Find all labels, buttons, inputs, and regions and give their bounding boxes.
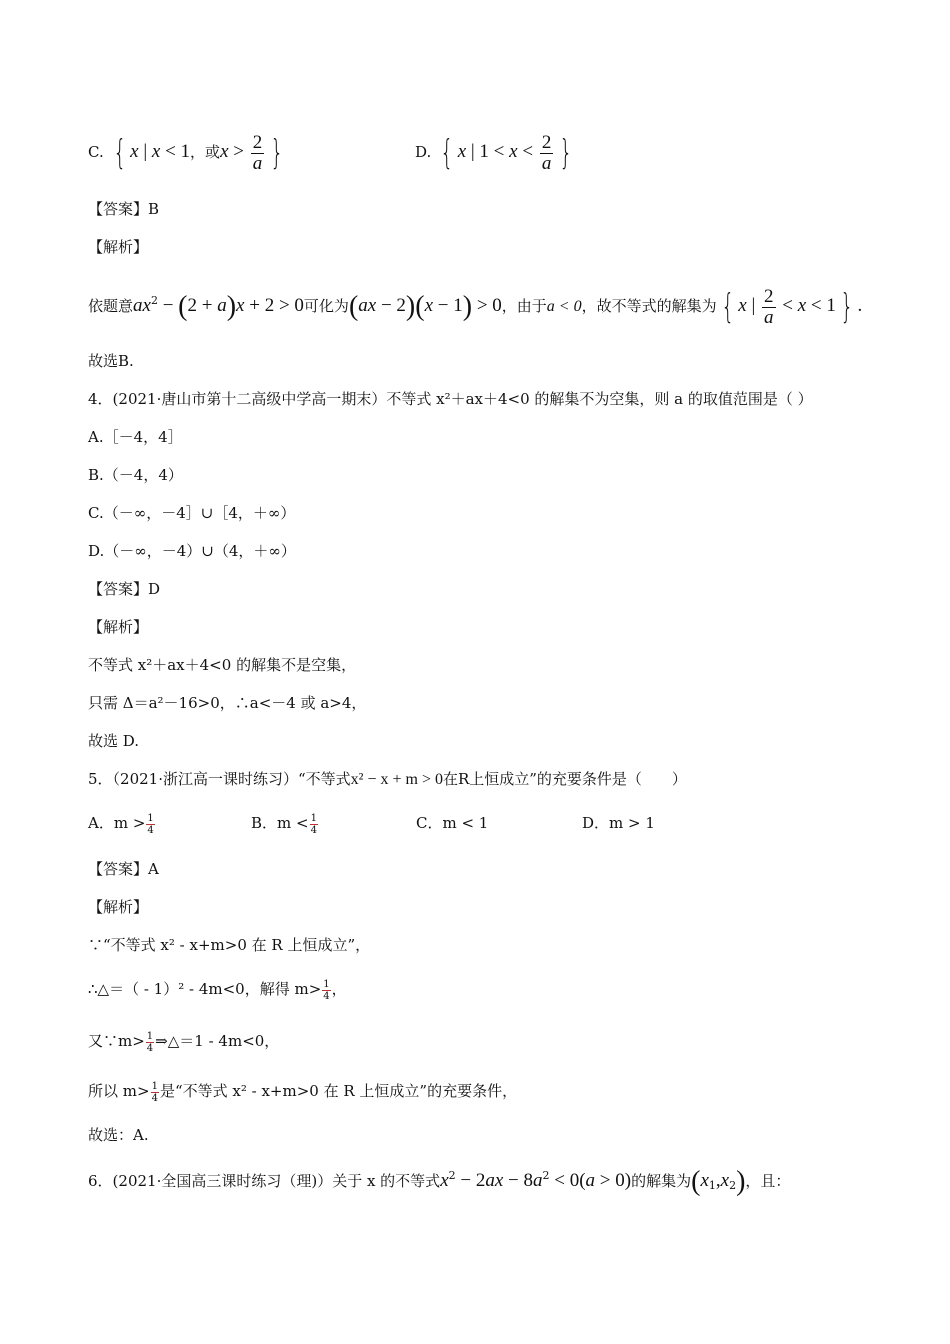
q5-stem-b: 在R上恒成立”的充要条件是（ ） xyxy=(442,770,687,788)
q3-conclusion: 故选B. xyxy=(88,352,134,370)
fraction xyxy=(322,979,330,1002)
q5-sol4-b: 是“不等式 x² - x+m>0 在 R 上恒成立”的充要条件， xyxy=(159,1082,518,1100)
fraction xyxy=(310,813,318,836)
q5-solution-4 xyxy=(88,1080,517,1104)
q6-stem-c: ，且： xyxy=(745,1172,791,1190)
q6-stem: 6．(2021·全国高三课时练习（理)）关于 x 的不等式$x^2 - 2ax - 8a^2 < 0(a > 0)$的解集为$(x_1,x_2)$，且： xyxy=(88,1166,791,1197)
q4-option-c: C.（－∞，－4］∪［4，＋∞） xyxy=(88,504,296,522)
fraction: $\frac{2}{a}$ xyxy=(764,285,774,328)
comma: ， xyxy=(331,980,347,998)
q3-solution: 依题意$ax^2 - (2 + a)x + 2 > 0$可化为(ax − 2)(x − 1) > 0，由于a < 0，故不等式的解集为 { x | $\frac{2}{a}$ < x < 1 } . xyxy=(88,285,863,328)
q5-option-b-text: B．m < xyxy=(251,814,309,832)
q5-stem-math: x² − x + m > 0 xyxy=(350,771,443,788)
frac-den: 4 xyxy=(146,1042,154,1054)
q5-option-d: D．m > 1 xyxy=(582,814,655,832)
q5-option-a xyxy=(88,812,156,836)
q4-solution-2: 只需 Δ＝a²－16>0，∴a<－4 或 a>4， xyxy=(88,694,367,712)
q5-option-b xyxy=(251,812,319,836)
frac-den: 4 xyxy=(323,990,330,1002)
q3-sol-given: ，由于 xyxy=(501,297,547,315)
fraction: $\frac{2}{a}$ xyxy=(541,131,552,174)
q3-sol-then: ，故不等式的解集为 xyxy=(581,297,717,315)
q3-analysis-heading: 【解析】 xyxy=(88,238,149,256)
q5-stem xyxy=(88,768,687,791)
q3-option-c-or: ，或 xyxy=(190,143,221,161)
q5-option-a-text: A．m > xyxy=(88,814,146,832)
q5-sol2-text: ∴△＝（ - 1）² - 4m<0，解得 m> xyxy=(88,980,322,998)
q4-answer: 【答案】D xyxy=(88,580,161,598)
q5-stem-a: 5．（2021·浙江高一课时练习）“不等式 xyxy=(88,770,351,788)
q5-solution-3 xyxy=(88,1030,279,1054)
q3-sol-cond: a < 0 xyxy=(546,298,582,315)
fraction xyxy=(146,813,154,836)
frac-den: 4 xyxy=(151,1092,158,1104)
q4-solution-1: 不等式 x²＋ax＋4<0 的解集不是空集， xyxy=(88,656,357,674)
q4-conclusion: 故选 D. xyxy=(88,732,140,750)
fraction xyxy=(151,1081,159,1104)
q5-analysis-heading: 【解析】 xyxy=(88,898,149,916)
frac-num: 1 xyxy=(151,1080,158,1092)
frac-den: 4 xyxy=(147,824,154,836)
frac-num: 1 xyxy=(323,978,330,990)
q3-option-d-label: D. xyxy=(415,143,432,161)
q5-conclusion: 故选：A. xyxy=(88,1126,149,1144)
q3-option-c-label: C. xyxy=(88,143,104,161)
q5-solution-1: ∵“不等式 x² - x+m>0 在 R 上恒成立”， xyxy=(88,936,371,954)
q3-sol-prefix: 依题意 xyxy=(88,297,134,315)
q5-option-c: C．m < 1 xyxy=(416,814,489,832)
fraction xyxy=(146,1031,154,1054)
frac-num: 1 xyxy=(310,812,317,824)
frac-num: 1 xyxy=(146,1030,154,1042)
fraction: $\frac{2}{a}$ xyxy=(252,131,263,174)
q5-answer: 【答案】A xyxy=(88,860,159,878)
q4-option-d: D.（－∞，－4）∪（4，＋∞） xyxy=(88,542,296,560)
q3-sol-mid: 可化为 xyxy=(303,297,349,315)
q5-sol4-a: 所以 m> xyxy=(88,1082,150,1100)
q5-solution-2 xyxy=(88,978,347,1002)
q3-option-c: C. { x | x < 1，或x > $\frac{2}{a}$ } xyxy=(88,131,284,174)
q5-sol3-a: 又∵m> xyxy=(88,1032,145,1050)
q4-stem: 4．(2021·唐山市第十二高级中学高一期末）不等式 x²＋ax＋4<0 的解集不为空集，则 a 的取值范围是（ ） xyxy=(88,390,813,408)
q4-option-b: B.（－4，4） xyxy=(88,466,183,484)
q3-option-d: D. { x | 1 < x < $\frac{2}{a}$ } xyxy=(415,131,573,174)
frac-num: 1 xyxy=(147,812,154,824)
q6-stem-b: 的解集为 xyxy=(631,1172,692,1190)
q4-analysis-heading: 【解析】 xyxy=(88,618,149,636)
q6-stem-a: 6．(2021·全国高三课时练习（理)）关于 x 的不等式 xyxy=(88,1172,441,1190)
q4-option-a: A.［－4，4］ xyxy=(88,428,183,446)
q5-sol3-b: ⇒△＝1 - 4m<0， xyxy=(155,1032,280,1050)
frac-den: 4 xyxy=(310,824,317,836)
q3-answer: 【答案】B xyxy=(88,200,160,218)
